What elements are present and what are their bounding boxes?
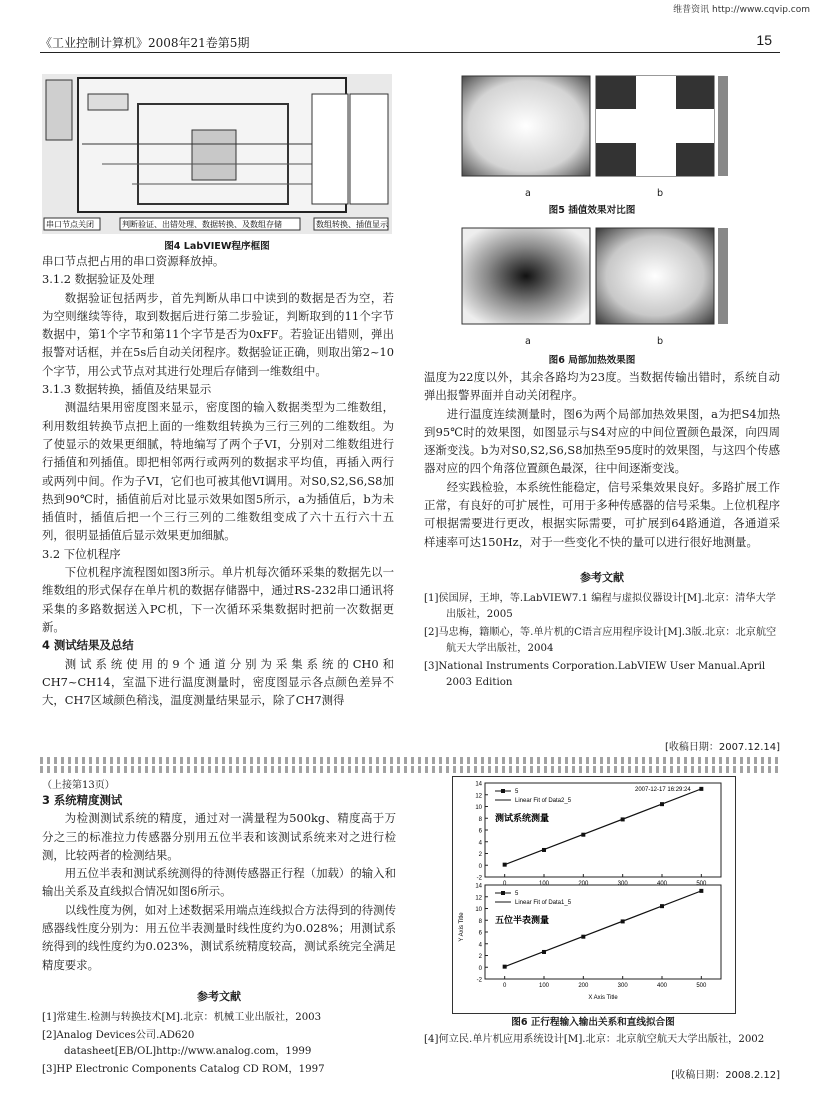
bottom-left-column [42, 776, 396, 1080]
y-tick-label: 6 [478, 930, 482, 937]
y-tick-label: 2 [478, 852, 482, 858]
x-tick-label: 0 [502, 983, 507, 989]
fit-chart [452, 776, 736, 1014]
legend-label: Linear Fit of Data1_5 [515, 900, 572, 906]
data-point [699, 889, 703, 893]
y-tick-label: 0 [478, 965, 482, 972]
section-heading: 3.1.3 数据转换，插值及结果显示 [42, 382, 212, 397]
left-column [42, 252, 394, 709]
data-point [621, 817, 625, 821]
watermark: 维普资讯 http://www.cqvip.com [673, 5, 810, 15]
paragraph: 温度为22度以外，其余各路均为23度。当数据传输出错时，系统自动弹出报警界面并自动关闭程序。 [424, 370, 780, 403]
fig6-caption: 图6 局部加热效果图 [548, 355, 636, 366]
fig6b-density-plot [594, 226, 730, 332]
received-date: [收稿日期：2007.12.14] [664, 742, 780, 753]
paragraph: 下位机程序流程图如图3所示。单片机每次循环采集的数据先以一维数组的形式保存在单片机的数据存储器中，通过RS-232串口通讯将采集的多路数据送入PC机，下一次循环采集数据时把前一次数据更新。 [42, 565, 394, 634]
y-axis-title: Y Axis Title [459, 912, 465, 942]
y-tick-label: 12 [475, 793, 482, 800]
reference-list [424, 591, 780, 691]
y-tick-label: 12 [475, 895, 482, 902]
reference-item: [3]National Instruments Corporation.LabVIEW User Manual.April 2003 Edition [424, 660, 766, 688]
reference-item: [2]Analog Devices公司.AD620 datasheet[EB/OL]http://www.analog.com，1999 [42, 1029, 312, 1057]
y-tick-label: 0 [478, 863, 482, 870]
received-date: [收稿日期：2008.2.12] [671, 1070, 780, 1081]
x-tick-label: 300 [617, 881, 628, 887]
data-point [660, 802, 664, 806]
y-tick-label: -2 [476, 977, 482, 984]
reference-item: [1]常建生.检测与转换技术[M].北京：机械工业出版社，2003 [42, 1011, 322, 1023]
data-point [581, 935, 585, 939]
x-tick-label: 100 [538, 881, 550, 887]
section-heading: 4 测试结果及总结 [42, 638, 134, 653]
reference-list [424, 1032, 780, 1050]
panel-title: 测试系统测量 [495, 814, 550, 824]
data-point [660, 904, 664, 908]
block-diagram-figure [42, 74, 392, 234]
paragraph: 以线性度为例，如对上述数据采用端点连线拟合方法得到的待测传感器线性度分别为：用五位半表测量时线性度约为0.028%；用测试系统得到的线性度约为0.023%，测试系统精度较高，测试系统完全满足精度要求。 [42, 902, 396, 972]
fig4-caption: 图4 LabVIEW程序框图 [164, 241, 270, 252]
paragraph: 数据验证包括两步，首先判断从串口中读到的数据是否为空，若为空则继续等待，取到数据后进行第二步验证，判断取到的11个字节数据中，第1个字节和第11个字节是否为0xFF。若验证出错则，弹出报警对话框，并在5s后自动关闭程序。数据验证正确，则取出第2~10个字节，用公式节点对其进行处理后存储到一维数组中。 [42, 290, 394, 378]
fit-chart-caption: 图6 正行程输入输出关系和直线拟合图 [511, 1017, 675, 1028]
data-point [503, 863, 507, 867]
x-tick-label: 200 [578, 881, 589, 887]
fig6-label-b: b [656, 336, 664, 347]
fig4-label-3: 数组转换、插值显示 [316, 220, 388, 229]
paragraph: 测温结果用密度图来显示，密度图的输入数据类型为二维数组，利用数组转换节点把上面的一维数组转换为三行三列的二维数组。为了使显示的效果更细腻，特地编写了两个子VI，分别对二维数组进行行插值和列插值。即把相邻两行或两列的数据求平均值，再插入两行或两列中间。作为子VI，它们也可被其他VI调用。对S0,S2,S6,S8加热到90℃时，插值前后对比显示效果如图5所示，a为插值后，b为未插值时，插值后把一个三行三列的二维数组变成了六十五行六十五列，很明显插值后显示效果更加细腻。 [42, 400, 394, 543]
references-title: 参考文献 [580, 570, 624, 584]
y-tick-label: 10 [475, 805, 482, 811]
legend-label: 5 [515, 789, 519, 795]
paragraph: 经实践检验，本系统性能稳定，信号采集效果良好。多路扩展工作正常，有良好的可扩展性，可用于多种传感器的信号采集。上位机程序可根据需要进行更改，根据实际需要，可扩展到64路通道，各通道采样速率可达150Hz，对于一些变化不快的量可以进行很好地测量。 [424, 479, 780, 549]
labview-block-diagram [42, 74, 392, 234]
y-tick-label: 2 [478, 954, 482, 960]
reference-item: [3]HP Electronic Components Catalog CD ROM，1997 [42, 1063, 325, 1075]
section-heading: 3.1.2 数据验证及处理 [42, 272, 155, 287]
legend-marker [501, 789, 505, 793]
y-tick-label: 4 [478, 840, 482, 847]
fig4-label-1: 串口节点关闭 [46, 220, 94, 229]
fig5a-density-plot [452, 74, 592, 186]
right-column [424, 368, 780, 693]
fig5b-density-plot [594, 74, 730, 186]
fig5-label-a: a [525, 188, 531, 199]
fig6a-density-plot [452, 226, 592, 332]
y-tick-label: -2 [476, 875, 482, 882]
x-tick-label: 400 [656, 881, 668, 887]
section-divider [40, 766, 780, 773]
y-tick-label: 4 [478, 942, 482, 949]
data-point [542, 950, 546, 954]
y-tick-label: 8 [478, 816, 482, 823]
fig5-label-b: b [656, 188, 664, 199]
x-tick-label: 400 [656, 983, 668, 989]
y-tick-label: 14 [475, 883, 482, 890]
section-heading: 3.2 下位机程序 [42, 546, 121, 561]
data-point [503, 965, 507, 969]
fig5-caption: 图5 插值效果对比图 [548, 205, 636, 216]
section-heading: 3 系统精度测试 [42, 793, 123, 807]
fig6-label-a: a [525, 336, 531, 347]
y-tick-label: 10 [475, 907, 482, 913]
reference-item: [2]马忠梅，籍顺心，等.单片机的C语言应用程序设计[M].3版.北京：北京航空航天大学出版社，2004 [424, 626, 777, 654]
chart-timestamp: 2007-12-17 16:29:24 [635, 787, 691, 793]
fig4-label-2: 判断验证、出错处理、数据转换、及数组存储 [122, 220, 282, 229]
header-rule [40, 52, 780, 53]
y-tick-label: 8 [478, 918, 482, 925]
running-header: 《工业控制计算机》2008年21卷第5期 [40, 36, 250, 50]
legend-label: Linear Fit of Data2_5 [515, 798, 572, 804]
paragraph: 用五位半表和测试系统测得的待测传感器正行程（加载）的输入和输出关系及直线拟合情况如图6所示。 [42, 866, 396, 899]
y-tick-label: 6 [478, 828, 482, 835]
x-tick-label: 500 [696, 983, 707, 989]
references-title: 参考文献 [197, 989, 241, 1003]
x-tick-label: 0 [502, 881, 507, 887]
reference-list [42, 1010, 396, 1078]
x-tick-label: 200 [578, 983, 589, 989]
continued-note: （上接第13页） [42, 780, 115, 791]
panel-title: 五位半表测量 [495, 916, 550, 926]
data-point [699, 787, 703, 791]
reference-item: [1]侯国屏，王坤，等.LabVIEW7.1 编程与虚拟仪器设计[M].北京：清华大学出版社，2005 [424, 592, 776, 620]
x-axis-title: X Axis Title [588, 995, 618, 1001]
section-divider [40, 757, 780, 764]
x-tick-label: 500 [696, 881, 707, 887]
data-point [581, 833, 585, 837]
legend-marker [501, 891, 505, 895]
y-tick-label: 14 [475, 781, 482, 788]
data-point [542, 848, 546, 852]
page-number: 15 [756, 32, 772, 48]
paragraph: 进行温度连续测量时，图6为两个局部加热效果图，a为把S4加热到95℃时的效果图，如图显示与S4对应的中间位置颜色最深，向四周逐渐变浅。b为对S0,S2,S6,S8加热至95度时的效果图，与这四个传感器对应的四个角落位置颜色最深，往中间逐渐变浅。 [424, 406, 780, 476]
legend-label: 5 [515, 891, 519, 897]
data-point [621, 919, 625, 923]
x-tick-label: 300 [617, 983, 628, 989]
paragraph: 测试系统使用的9个通道分别为采集系统的CH0和CH7~CH14，室温下进行温度测量时，密度图显示各点颜色差异不大，CH7区域颜色稍浅，温度测量结果显示，除了CH7测得 [42, 656, 394, 708]
reference-item: [4]何立民.单片机应用系统设计[M].北京：北京航空航天大学出版社，2002 [424, 1034, 765, 1045]
x-tick-label: 100 [538, 983, 550, 989]
fit-chart-svg [453, 777, 735, 1013]
paragraph: 为检测测试系统的精度，通过对一满量程为500kg、精度高于万分之三的标准拉力传感器分别用五位半表和该测试系统来对之进行检测，比较两者的检测结果。 [42, 811, 396, 862]
paragraph: 串口节点把占用的串口资源释放掉。 [42, 254, 225, 268]
